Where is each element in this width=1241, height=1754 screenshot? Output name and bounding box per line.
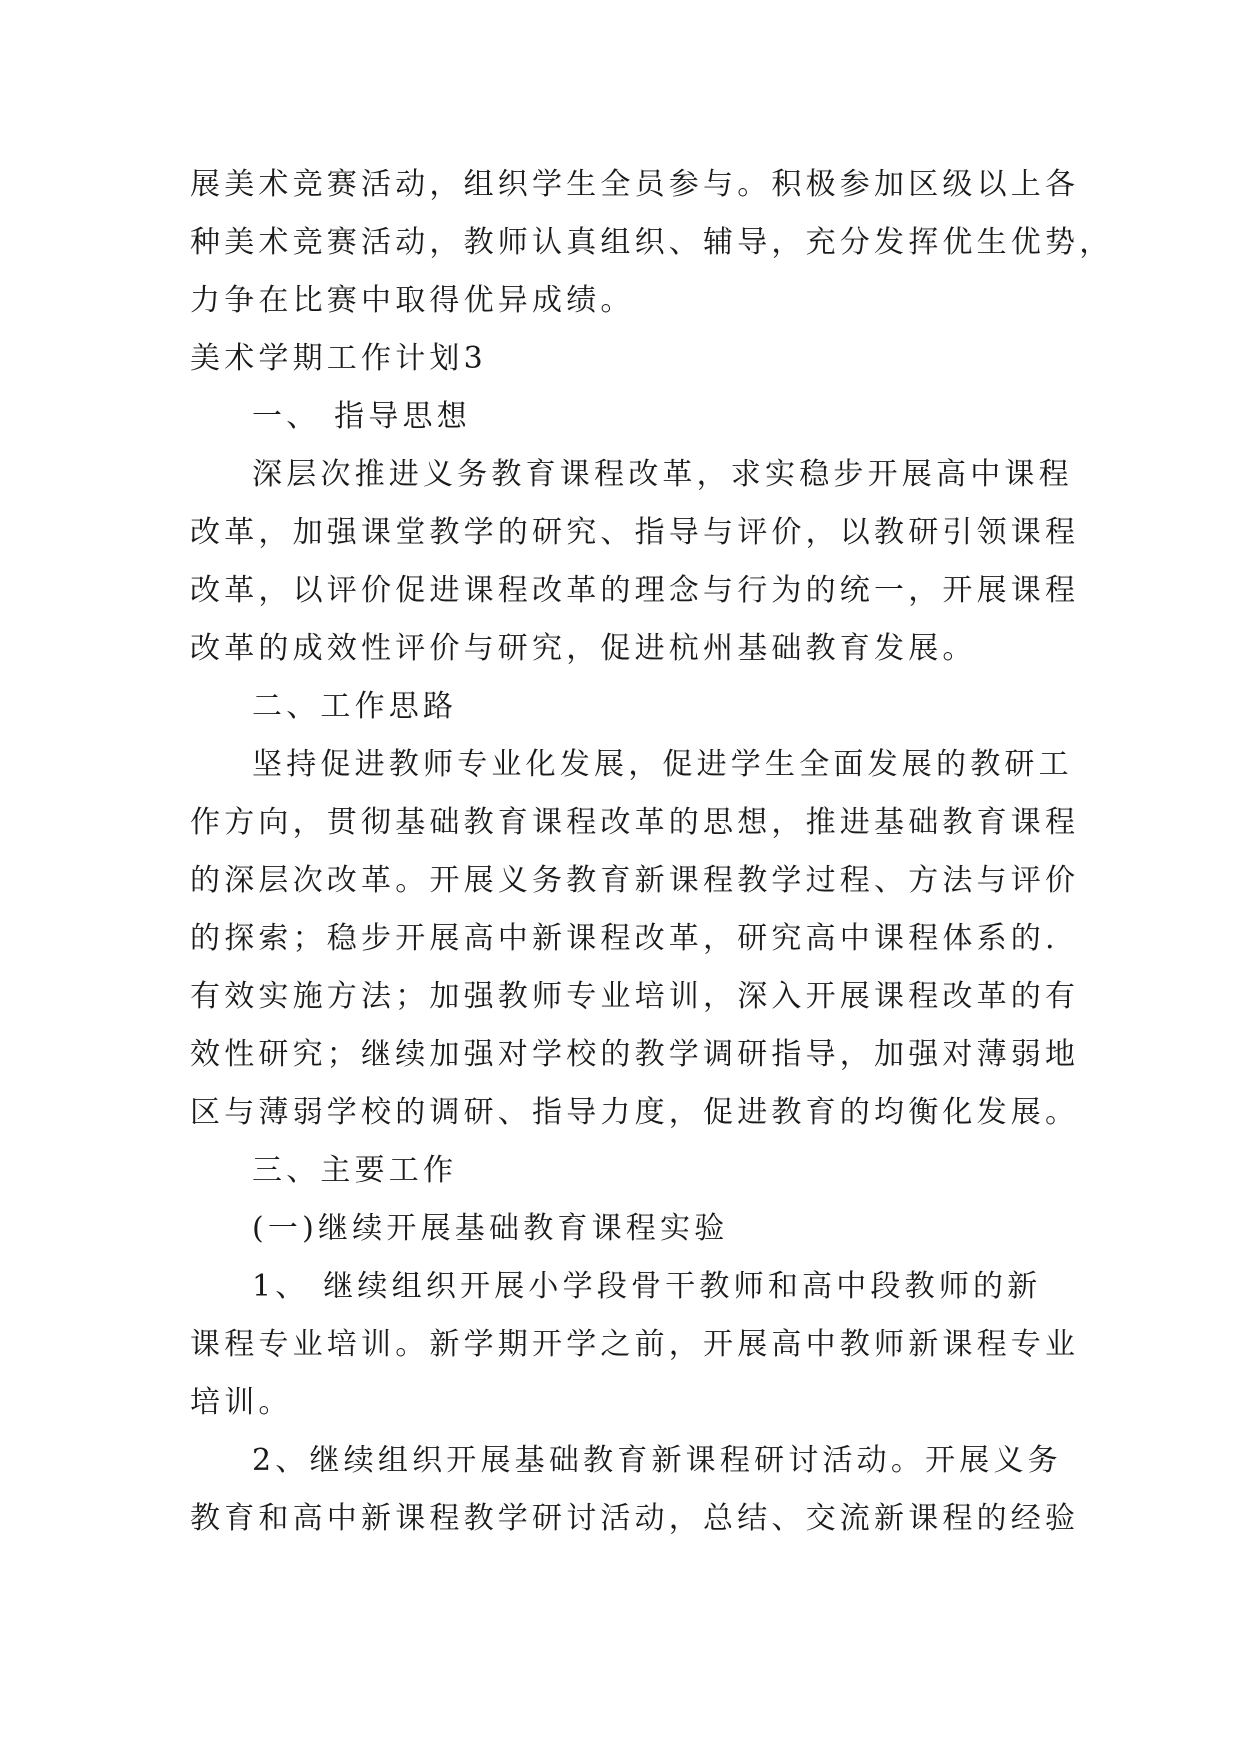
text-line: 1、 继续组织开展小学段骨干教师和高中段教师的新 xyxy=(252,1269,1042,1304)
text-line: 的探索；稳步开展高中新课程改革，研究高中课程体系的. xyxy=(190,921,1059,956)
text-line: 2、继续组织开展基础教育新课程研讨活动。开展义务 xyxy=(252,1443,1062,1478)
text-line: 深层次推进义务教育课程改革，求实稳步开展高中课程 xyxy=(252,457,1073,492)
heading-main-work: 三、主要工作 xyxy=(252,1153,458,1188)
text-line: 改革，加强课堂教学的研究、指导与评价，以教研引领课程 xyxy=(190,515,1080,550)
heading-work-ideas: 二、工作思路 xyxy=(252,689,458,724)
text-line: 有效实施方法；加强教师专业培训，深入开展课程改革的有 xyxy=(190,979,1080,1014)
text-line: 改革的成效性评价与研究，促进杭州基础教育发展。 xyxy=(190,631,977,666)
text-line: 教育和高中新课程教学研讨活动，总结、交流新课程的经验 xyxy=(190,1501,1080,1536)
text-line: 培训。 xyxy=(190,1385,293,1420)
text-line: 展美术竞赛活动，组织学生全员参与。积极参加区级以上各 xyxy=(190,167,1080,202)
text-line: 坚持促进教师专业化发展，促进学生全面发展的教研工 xyxy=(252,747,1073,782)
text-line: 效性研究；继续加强对学校的教学调研指导，加强对薄弱地 xyxy=(190,1037,1080,1072)
text-line: 区与薄弱学校的调研、指导力度，促进教育的均衡化发展。 xyxy=(190,1095,1080,1130)
heading-guiding-thought: 一、 指导思想 xyxy=(252,399,471,434)
section-title: 美术学期工作计划3 xyxy=(190,341,487,376)
text-line: 的深层次改革。开展义务教育新课程教学过程、方法与评价 xyxy=(190,863,1080,898)
text-line: 力争在比赛中取得优异成绩。 xyxy=(190,283,635,318)
text-line: 作方向，贯彻基础教育课程改革的思想，推进基础教育课程 xyxy=(190,805,1080,840)
text-line: 种美术竞赛活动，教师认真组织、辅导，充分发挥优生优势， xyxy=(190,225,1114,260)
text-line: 课程专业培训。新学期开学之前，开展高中教师新课程专业 xyxy=(190,1327,1080,1362)
subheading: (一)继续开展基础教育课程实验 xyxy=(252,1211,729,1246)
text-line: 改革，以评价促进课程改革的理念与行为的统一，开展课程 xyxy=(190,573,1080,608)
